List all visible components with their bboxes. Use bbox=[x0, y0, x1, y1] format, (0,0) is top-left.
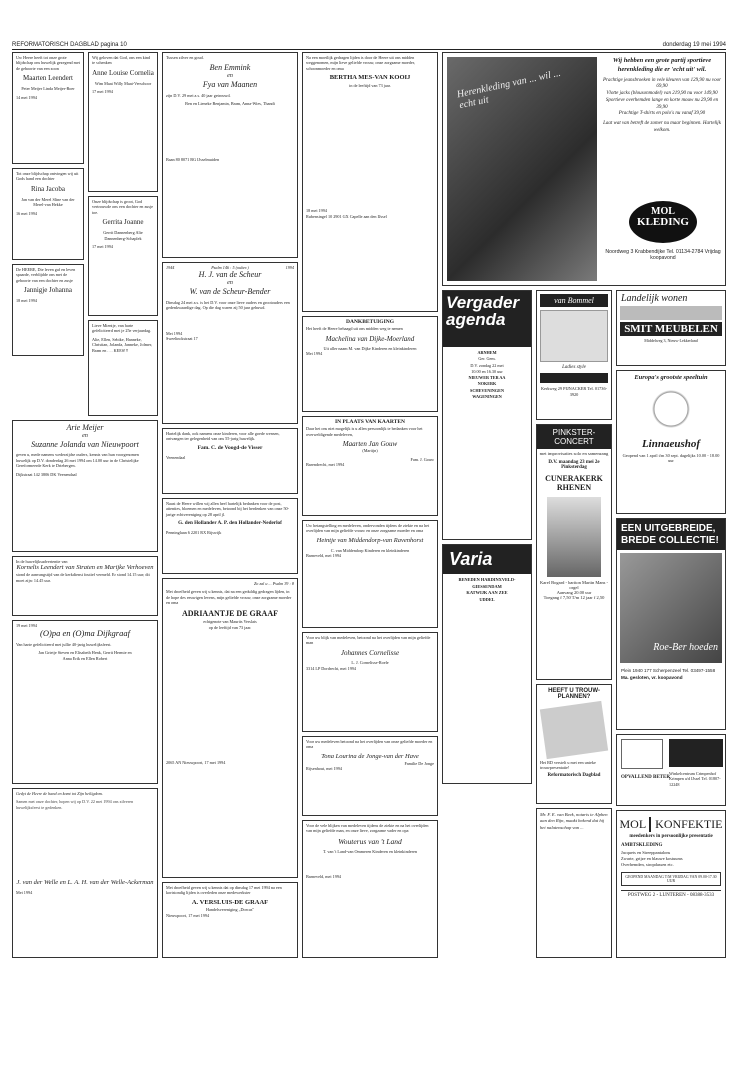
address: Rubensingel 10 2901 GX Capelle aan den IJssel bbox=[306, 213, 387, 219]
intro: Tussen zilver en goud. bbox=[166, 55, 204, 60]
paper-date: donderdag 19 mei 1994 bbox=[662, 42, 726, 48]
child-name: Rina Jacoba bbox=[30, 184, 65, 193]
list-item: D.V. zondag 22 mei bbox=[470, 362, 504, 368]
performer-photo bbox=[547, 497, 601, 577]
deceased-name: Johannes Cornelisse bbox=[340, 648, 400, 657]
death-notice-mes bbox=[302, 52, 438, 312]
deceased-name: Maarten Jan Gouw bbox=[342, 440, 398, 449]
family-names: Jan Grietje Steven en Elisabeth Henk, Gerrit Hermie en Anna Erik en Ellen Robert bbox=[38, 650, 132, 661]
ad-headline: Wij hebben een grote partij sportieve herenkleding die er 'echt uit' wil. bbox=[612, 57, 712, 73]
notice-date: 14 mei 1994 bbox=[16, 94, 37, 100]
death-notice-de-graaf bbox=[162, 578, 298, 878]
announcement-list bbox=[443, 574, 531, 606]
entry-price: Toegang f 7,50 T/m 12 jaar f 2,50 bbox=[543, 595, 605, 600]
wedding-text: geven u, mede namens wederzijdse ouders, kennis van hun voorgenomen huwelijk op D.V. donderdag 26 mei 1994 om 14.00 uur in de Christelijke Gereformeerde Kerk te Driebergen. bbox=[16, 452, 139, 469]
verse: Psalm 146 : 5 (ouber.) bbox=[211, 265, 249, 270]
notice-intro: Uw Heere heeft tot onze grote blijdschap ons huwelijk gezegend met de geboorte van een zoon bbox=[16, 55, 80, 71]
thanks-van-middendorp bbox=[302, 520, 438, 628]
notice-text: Mr. F. E. van Beek, notaris te Alphen aan den Rijn, maakt bekend dat hij het nalatenschap van ... bbox=[540, 812, 608, 830]
list-item: UDDEL bbox=[479, 596, 495, 602]
ad-title: HEEFT U TROUW-PLANNEN? bbox=[548, 688, 600, 700]
anniversary-van-de-scheur bbox=[162, 262, 298, 424]
signature: L. J. Cornelisse-Roele bbox=[351, 660, 389, 666]
address: Sweelinckstraat 17 bbox=[166, 336, 198, 342]
thanks-de-voogd bbox=[162, 428, 298, 494]
death-text: Met droefheid geven wij u kennis dat op dinsdag 17 mei 1994 na een kortstondig lijden is overleden onze medewerkster bbox=[166, 885, 282, 896]
birth-notice-rina bbox=[12, 168, 84, 260]
notice-date: 18 mei 1994 bbox=[306, 208, 327, 214]
signature: Fam. C. de Voogd-de Visser bbox=[197, 444, 263, 451]
ad-linnaeushof bbox=[616, 370, 726, 514]
list-item: BENEDEN HARDINXVELD-GIESSENDAM bbox=[458, 577, 516, 589]
ad-mol-kleding bbox=[442, 52, 726, 286]
ad-title: EEN UITGEBREIDE, BREDE COLLECTIE! bbox=[617, 519, 725, 550]
address: 3314 LP Dordrecht, mei 1994 bbox=[306, 665, 356, 671]
ad-trouwplannen bbox=[536, 684, 612, 804]
logo-word: KONFEKTIE bbox=[649, 817, 722, 832]
year-end: 1994 bbox=[285, 265, 294, 270]
husband-name: H. J. van de Scheur bbox=[198, 270, 262, 280]
title: (O)pa en (O)ma Dijkgraaf bbox=[40, 628, 130, 639]
notice-date: Mei 1994 bbox=[16, 890, 33, 896]
venue: CUNERAKERK RHENEN bbox=[545, 474, 603, 492]
ad-title: PINKSTER-CONCERT bbox=[537, 425, 611, 449]
notice-intro: Wij geloven dat God, ons een kind te schenken bbox=[92, 55, 151, 66]
list-item: 10.00 en 16.30 uur bbox=[471, 368, 503, 374]
place: Barendrecht, mei 1994 bbox=[306, 462, 345, 468]
opening-hours: GEOPEND MAANDAG T/M VRIJDAG VAN 09.00-17.30 UUR bbox=[621, 872, 721, 886]
logo-word: KLEDING bbox=[637, 216, 689, 228]
parents: Gerrit Dannenberg Alie Dannenberg-Schaplek bbox=[103, 230, 143, 241]
notice-intro: Onze blijdschap is groot, God vertrouwde ons een dochter en zusje toe. bbox=[92, 199, 154, 215]
birth-notice-anne bbox=[88, 52, 158, 192]
ad-title: Varia bbox=[443, 545, 531, 574]
offer-line: Prachtige T-shirts en polo's nu vanaf 39,90 bbox=[618, 111, 706, 117]
thanks-van-t-land bbox=[302, 820, 438, 958]
ad-title: Europa's grootste speeltuin bbox=[634, 374, 708, 381]
signature: Fam. J. Gouw bbox=[410, 456, 434, 462]
list-item: NOKERK bbox=[477, 381, 497, 387]
thanks-text: Naast de Heere willen wij allen heel hartelijk bedanken voor de post, attenties, bloemen en medeleven, betoond bij het herdenken van onze 50-jarige echtvereniging op 28 april jl. bbox=[166, 501, 290, 517]
place: Barneveld, mei 1994 bbox=[306, 553, 342, 559]
thanks-text: Hartelijk dank, ook namens onze kinderen, voor alle goede wensen, ontvangen ter gelegenheid van ons 55-jarig huwelijk. bbox=[166, 431, 280, 442]
couple-names: Kornelis Leendert van Straten en Marijke Verhoeven bbox=[16, 564, 154, 572]
notice-date: 18 mei 1994 bbox=[16, 298, 37, 304]
couple-names: J. van der Welle en L. A. H. van der Welle-Ackerman bbox=[16, 879, 154, 887]
address: Penninglaan 6 2201 RX Rijswijk bbox=[166, 530, 222, 536]
verse: Zo zal u ... Psalm 39 : 8 bbox=[253, 581, 294, 586]
list-item: Ger. Gem. bbox=[478, 356, 496, 362]
notice-date: 16 mei 1994 bbox=[16, 210, 37, 216]
concert-date: D.V. maandag 23 mei 2e Pinksterdag bbox=[548, 460, 600, 470]
notice-date: 17 mei 1994 bbox=[92, 244, 113, 250]
slogan: OPVALLEND BETER bbox=[621, 775, 670, 780]
store-logo bbox=[669, 739, 723, 767]
death-text: Met droefheid geven wij u kennis, dat na een geduldig gedragen lijden, in de hope des eeuwigen levens, mijn geliefde vrouw, onze zorgzame moeder en oma bbox=[166, 589, 292, 606]
tagline: meedenkers in persoonlijke presentatie bbox=[629, 834, 713, 839]
bullet-item: Zwarte, grijze en blauwe kostuums bbox=[621, 856, 683, 862]
shop-address: Middelweg 3, Nieuw-Lekkerland bbox=[644, 338, 698, 344]
list-item: NIEUWER TER AA bbox=[468, 375, 506, 381]
list-item: ARNHEM bbox=[477, 350, 497, 355]
verse: Gedyt de Heere de hand en komt tot Zijn heiligdom. bbox=[16, 791, 103, 796]
greeting-text: Lieve Mientje, van harte gefeliciteerd met je 25e verjaardag. bbox=[92, 323, 152, 334]
opening-hours: Geopend van 1 april t/m 30 sept. dagelijks 10.00 - 18.00 uur bbox=[622, 453, 720, 463]
birth-notice-gerrita bbox=[88, 196, 158, 316]
shop-address: POSTWEG 2 - LUNTEREN - 08388-3533 bbox=[621, 890, 721, 898]
thanks-van-dijke bbox=[302, 316, 438, 412]
child-name: Gerrita Joanne bbox=[102, 218, 144, 227]
child-name: Anne Louise Cornelia bbox=[92, 68, 154, 77]
wife-name: W. van de Scheur-Bender bbox=[189, 287, 271, 297]
parents: Jan van der Merel Sline van der Merel-van Hekke bbox=[21, 197, 75, 208]
signature: Uit aller naam M. van Dijke Kinderen en kleinkinderen bbox=[323, 345, 417, 351]
child-name: Maarten Leendert bbox=[23, 74, 73, 83]
list-item: WAGENINGEN bbox=[472, 394, 502, 400]
section-title: AMBTSKLEDING bbox=[621, 843, 663, 848]
brand-logo: van Bommel bbox=[540, 294, 608, 307]
ad-text: Het RD verstelt u met een unieke trouwpresentatie! bbox=[540, 760, 596, 770]
anniversary-emmink bbox=[162, 52, 298, 258]
intro: In de huwelijksadvertentie van bbox=[16, 559, 68, 564]
notice-date: 19 mei 1994 bbox=[16, 623, 37, 628]
thanks-cornelisse bbox=[302, 632, 438, 732]
ad-closing: Laat wat van betreft de zomer nu maar beginnen. Hartelijk welkom. bbox=[603, 121, 721, 133]
ad-photo bbox=[447, 57, 597, 281]
parents: Wim Maat Willy Maat-Verschoor bbox=[94, 81, 152, 86]
ad-title: Vergader agenda bbox=[443, 291, 531, 347]
script-logo: Roe-Ber hoeden bbox=[653, 642, 718, 653]
ad-vergader-agenda bbox=[442, 290, 532, 540]
list-item: KATWIJK AAN ZEE bbox=[466, 590, 508, 596]
address: Baan 80 8071 BG IJsselmuiden bbox=[166, 156, 220, 162]
ad-crimpenhof bbox=[616, 734, 726, 806]
thanks-den-hollander bbox=[162, 498, 298, 574]
bride-name: Suzanne Jolanda van Nieuwpoort bbox=[31, 439, 139, 449]
offer-line: Sportieve overhemden lange en korte mouw nu 29,90 en 39,90 bbox=[605, 97, 719, 110]
card-image bbox=[540, 701, 608, 759]
parents: Peter Meijer Linda Meijer-Boer bbox=[21, 86, 75, 92]
age-line: op de leeftijd van 73 jaar. bbox=[208, 624, 252, 630]
notice-date: Mei 1994 bbox=[306, 351, 323, 357]
shop-photo bbox=[620, 553, 722, 663]
thanks-text: Voor uw blijk van medeleven, betoond na het overlijden van mijn geliefde man bbox=[306, 635, 431, 646]
shop-address: Kerkweg 29 PIJNACKER Tel. 01736-3920 bbox=[540, 386, 608, 397]
performers: Karel Bogard - bariton Martin Mans - orgel bbox=[540, 580, 608, 590]
groom-name: Arie Meijer bbox=[66, 423, 104, 432]
place: Veenendaal bbox=[166, 455, 186, 461]
paper-page: REFORMATORISCH DAGBLAD pagina 10 bbox=[12, 42, 127, 48]
greeting-text: Van harte gefeliciteerd met jullie 40-jarig huwelijksfeest. bbox=[16, 641, 112, 647]
bullet-item: Jacquets en Streeppantalons bbox=[621, 850, 671, 855]
notice-van-der-welle: Gedyt de Heere de hand en komt tot Zijn heiligdom. Samen met onze dochter, hopen wij op D.V. 22 mei 1994 ons zilveren huwelijksfeest te gedenken. J. van der Welle en L. A. H. van der Welle-Ackerman Mei 1994 bbox=[12, 788, 158, 958]
section-title: DANKBETUIGING bbox=[346, 319, 394, 325]
deceased-name: Tona Lourina de Jonge-van der Have bbox=[321, 752, 419, 760]
deceased-name: A. VERSLUIS-DE GRAAF bbox=[191, 898, 269, 906]
tagline: Ladies style bbox=[562, 365, 586, 370]
logo-word: MOL bbox=[651, 206, 675, 217]
mol-logo bbox=[629, 201, 697, 243]
address: 2065 AN Nieuwpoort, 17 mei 1994 bbox=[166, 760, 226, 766]
thanks-text: Uw betangstelling en medeleven, ondervonden tijdens de ziekte en na het overlijden van mijn geliefde vrouw en onze zorgzame moeder en oma bbox=[306, 523, 430, 534]
thanks-gouw bbox=[302, 416, 438, 516]
thanks-text: Daar het ons niet mogelijk is u allen persoonlijk te bedanken voor het overweldigende medeleven, bbox=[306, 426, 423, 437]
correction-notice bbox=[12, 556, 158, 616]
deceased-name: ADRIAANTJE DE GRAAF bbox=[181, 608, 278, 618]
ad-subtitle: met improvisaties solo en samenzang bbox=[539, 451, 609, 456]
and-word: en bbox=[82, 432, 88, 439]
page-header bbox=[12, 38, 726, 50]
notice-date: 17 mei 1994 bbox=[92, 89, 113, 95]
brand-logo: SMIT MEUBELEN bbox=[620, 322, 722, 336]
death-notice-versluis bbox=[162, 882, 298, 958]
ad-pinkster-concert bbox=[536, 424, 612, 680]
brand-logo: Linnaeushof bbox=[641, 438, 701, 450]
anniversary-text: zijn D.V. 29 mei a.s. 40 jaar getrouwd. bbox=[166, 92, 231, 98]
shop-address: Noordweg 3 Krabbendijke Tel. 01134-2784 Vrijdag koopavond bbox=[605, 249, 721, 261]
offer-line: Prachtige jeansbroeken in vele kleuren van 129,90 nu voor 69,90 bbox=[602, 77, 722, 90]
wedding-notice-meijer bbox=[12, 420, 158, 552]
notice-intro: Tot onze blijdschap ontvingen wij uit Gods hand een dochter bbox=[16, 171, 79, 182]
deceased-name: Wouterus van 't Land bbox=[338, 836, 402, 846]
ad-varia bbox=[442, 544, 532, 784]
signature: T. van 't Land-van Ommeren Kinderen en kleinkinderen bbox=[323, 848, 417, 854]
birth-notice-jannigje bbox=[12, 264, 84, 356]
notice-intro: De HEERE, Die leven gaf en leven spaarde, verblijdde ons met de geboorte van een dochter en zusje bbox=[16, 267, 76, 283]
section-title: IN PLAATS VAN KAARTEN bbox=[335, 419, 405, 425]
cartoon-image bbox=[623, 384, 719, 434]
place: Barneveld, mei 1994 bbox=[306, 874, 342, 880]
place: Rijsenhout, mei 1994 bbox=[306, 766, 342, 772]
shop-address: Winkelcentrum Crimpenhof Krimpen a/d IJssel Tel. 01807-12248 bbox=[669, 771, 721, 787]
signature: G. den Hollander A. P. den Hollander-Nederlof bbox=[178, 520, 282, 527]
nickname: (Martijn) bbox=[362, 448, 378, 454]
ad-van-bommel bbox=[536, 290, 612, 420]
address: Dijkstraat 142 3806 DK Veenendaal bbox=[16, 471, 77, 477]
thanks-text: Het heeft de Heere behaagd uit ons midden weg te nemen bbox=[306, 326, 403, 332]
signature: C. van Middendorp Kinderen en kleinkinderen bbox=[330, 547, 410, 553]
child-name: Jannigje Johanna bbox=[23, 286, 72, 295]
list-item: SCHEVENINGEN bbox=[470, 387, 504, 393]
ad-title: Landelijk wonen bbox=[621, 293, 688, 304]
spouse-line: echtgenote van Maurits Verslais bbox=[203, 619, 257, 625]
correction-text: stond de aanvangstijd van de kerkdienst foutief vermeld. Er stond 14.15 uur; dit moet zijn: 14.45 uur. bbox=[16, 572, 150, 583]
deceased-name: Machelina van Dijke-Moerland bbox=[325, 334, 415, 343]
shop-address: Plein 1940 177 Scherpenzeel Tel. 03497-1558 bbox=[621, 668, 716, 673]
signature: Familie De Jonge bbox=[404, 760, 434, 766]
thanks-de-jonge bbox=[302, 736, 438, 816]
birthday-notice-mientje bbox=[88, 320, 158, 416]
signature: Alie, Ellen, Sebike, Hanneke, Christian, Jolanda, Janneke, Jolmer, Bram en . . . KEES!!! bbox=[92, 336, 153, 353]
brand: Reformatorisch Dagblad bbox=[547, 773, 601, 778]
bullet-item: Overhemden, stropdassen etc. bbox=[621, 862, 674, 868]
ad-mol-konfektie bbox=[616, 810, 726, 958]
anniversary-text: Dinsdag 24 mei a.s. is het D.V. voor onze lieve ouders en grootouders een gedenkwaardige dag. Op die dag waren zij 50 jaar gehuwd. bbox=[166, 299, 290, 311]
signature: Ben en Lieneke Benjamin, Bram, Anna-Wies, Thandi bbox=[185, 101, 275, 107]
offer-line: Vlotte jacks (blousonmodel) van 219,90 nu voor 149,90 bbox=[606, 91, 718, 97]
husband-name: Ben Emmink bbox=[209, 63, 251, 73]
place: Nieuwpoort, 17 mei 1994 bbox=[166, 912, 210, 918]
deceased-name: Heintje van Middendorp-van Ravenhorst bbox=[316, 536, 424, 544]
start-time: Aanvang 20.00 uur bbox=[556, 590, 592, 595]
thanks-text: Voor uw medeleven betoond na het overlijden van onze geliefde moeder en oma bbox=[306, 739, 433, 750]
deceased-name: BERTHA MES-VAN KOOIJ bbox=[329, 74, 411, 82]
wife-name: Fya van Maanen bbox=[202, 80, 258, 90]
anniversary-dijkgraaf bbox=[12, 620, 158, 784]
meeting-list bbox=[443, 347, 531, 403]
ad-notaris bbox=[536, 808, 612, 958]
ad-roe-ber-hoeden bbox=[616, 518, 726, 730]
logo-word: MOL bbox=[619, 817, 647, 831]
and-word: en bbox=[227, 73, 233, 80]
signature: Handelsvereniging „Dorcas" bbox=[205, 907, 255, 913]
notice-date: Mei 1994 bbox=[166, 330, 183, 336]
age-line: in de leeftijd van 73 jaar. bbox=[349, 82, 391, 88]
photo-caption: Herenkleding van ... wil ... echt uit bbox=[456, 67, 562, 112]
and-word: en bbox=[227, 280, 233, 287]
opening-info: Ma. gesloten, vr. koopavond bbox=[621, 675, 683, 680]
death-text: Na een moeilijk gedragen lijden is door de Heere uit ons midden weggenomen, mijn lieve geliefde vrouw, onze zorgzame moeder, schoonmoeder en oma bbox=[306, 55, 416, 71]
birth-notice-maarten bbox=[12, 52, 84, 164]
thanks-text: Voor de vele blijken van medeleven tijdens de ziekte en na het overlijden van mijn geliefde man, en onze lieve, zorgzame vader en opa bbox=[306, 823, 429, 834]
year-start: 1944 bbox=[166, 265, 175, 270]
ad-smit-meubelen bbox=[616, 290, 726, 366]
shoe-image bbox=[540, 310, 608, 362]
